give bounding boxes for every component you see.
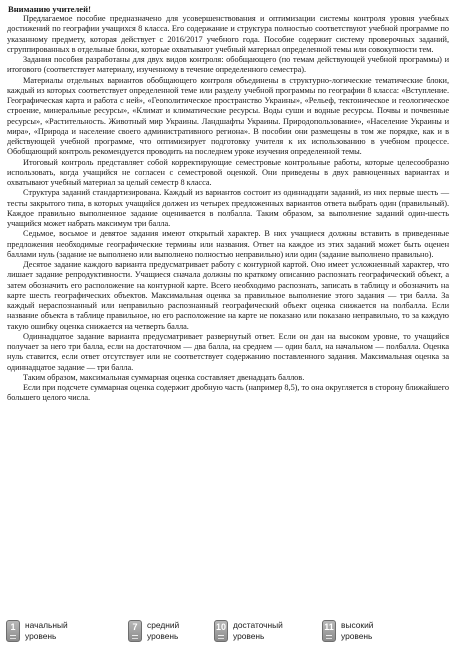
paragraph-intro: Предлагаемое пособие предназначено для усовершенствования и оптимизации системы контроля уровня учебных достижений по географии учащихся 8 класса. Его содержание и структура полностью соответствуют учебной программе по указанному предмету, которая действует с 2016/2017 учебного года. Пособие содержит систему проверочных заданий, сгруппированных в отдельные блоки, которые охватывают учебный материал определенной темы или совокупности тем. [7, 14, 449, 54]
legend-label [147, 620, 179, 641]
paragraph-max-score: Таким образом, максимальная суммарная оценка составляет двенадцать баллов. [23, 372, 305, 382]
level-badge-icon [322, 620, 336, 642]
paragraph-control-types: Задания пособия разработаны для двух видов контроля: обобщающего (по темам действующей учебной программы) и итогового (соответствует материалу, изученному в течение определенного семестра). [7, 55, 449, 75]
legend-label-line2: уровень [341, 630, 373, 641]
paragraph-task-structure: Структура заданий стандартизирована. Каждый из вариантов состоит из одиннадцати заданий, из них первые шесть — тесты закрытого типа, в которых учащийся должен из четырех предложенных вариантов ответа выбрать один (правильный). Каждое правильно выполненное задание оценивается в полбалла. Таким образом, за выполнение заданий один-шесть учащийся может набрать максимум три балла. [7, 188, 449, 228]
legend-label-line2: уровень [233, 630, 265, 641]
level-legend [6, 620, 446, 644]
level-badge-icon [214, 620, 228, 642]
level-badge-icon [128, 620, 142, 642]
legend-label-line1: достаточный [233, 620, 283, 630]
legend-badge-number: 7 [132, 622, 138, 632]
legend-label [25, 620, 68, 641]
paragraph-final-control: Итоговый контроль представляет собой корректирующие семестровые контрольные работы, которые целесообразно использовать, когда учащийся не согласен с семестровой оценкой. Они приведены в двух равноценных вариантах и охватывают учебный материал за целый семестр 8 класса. [7, 157, 449, 187]
legend-badge-number: 10 [215, 622, 226, 632]
paragraph-open-tasks: Седьмое, восьмое и девятое задания имеют открытый характер. В них учащиеся должны вставить в приведенные предложения необходимые географические термины или названия. Ответ на каждое из этих заданий может быть оценен баллами нуль (задание не выполнено или выполнено полностью неправильно) или один (задание выполнено правильно). [7, 229, 449, 259]
level-badge-icon [6, 620, 20, 642]
legend-label-line2: уровень [147, 630, 179, 641]
legend-label [233, 620, 283, 641]
legend-label-line1: высокий [341, 620, 374, 630]
paragraph-thematic-blocks: Материалы отдельных вариантов обобщающего контроля объединены в структурно-логические тематические блоки, каждый из которых соответствует определенной теме или разделу учебной программы по географии 8 класса: «Вступление. Географическая карта и работа с ней», «Геополитическое пространство Украины», «Рельеф, тектоническое и геологическое строение, минеральные ресурсы», «Климат и климатические ресурсы. Воды суши и водные ресурсы. Почвы и почвенные ресурсы», «Растительность. Животный мир Украины. Ландшафты Украины. Природопользование», «Население Украины и мира», «Природа и население своего административного региона». В пособии они размещены в том же порядке, как и в действующей учебной программе, что оптимизирует подготовку учителя к их использованию в учебном процессе. Обобщающий контроль рекомендуется проводить на последнем уроке изучения определенной темы. [7, 75, 449, 157]
legend-label-line1: средний [147, 620, 180, 630]
legend-label [341, 620, 373, 641]
legend-badge-number: 1 [10, 622, 16, 632]
legend-label-line2: уровень [25, 630, 57, 641]
page-heading: Вниманию учителей! [8, 4, 91, 14]
paragraph-rounding: Если при подсчете суммарная оценка содержит дробную часть (например 8,5), то она округляется в сторону ближайшего большего целого числа. [7, 383, 449, 403]
paragraph-extended-answer: Одиннадцатое задание варианта предусматривает развернутый ответ. Если он дан на высоком уровне, то учащийся получает за него три балла, если на достаточном — два балла, на среднем — один балл, на начальном — полбалла. Оценка нуль ставится, если ответ отсутствует или не соответствует содержанию поставленного задания. Максимальная оценка за одиннадцатое задание — три балла. [7, 331, 449, 372]
paragraph-map-task: Десятое задание каждого варианта предусматривает работу с контурной картой. Оно имеет усложненный характер, что лишает задание репродуктивности. Учащиеся сначала должны по краткому описанию распознать географический объект, а затем обозначить его расположение на контурной карте. Всего необходимо распознать, записать в таблицу и обозначить на карте шесть географических объектов. Максимальная оценка за правильное выполнение этого задания — три балла. За каждый нераспознанный или неправильно распознанный географический объект оценка снижается на полбалла. Если название объекта в таблице правильное, но его расположение на карте не показано или показано неправильно, то за каждую такую ошибку оценка снижается на четверть балла. [7, 260, 449, 331]
legend-label-line1: начальный [25, 620, 68, 630]
legend-badge-number: 11 [324, 622, 334, 632]
